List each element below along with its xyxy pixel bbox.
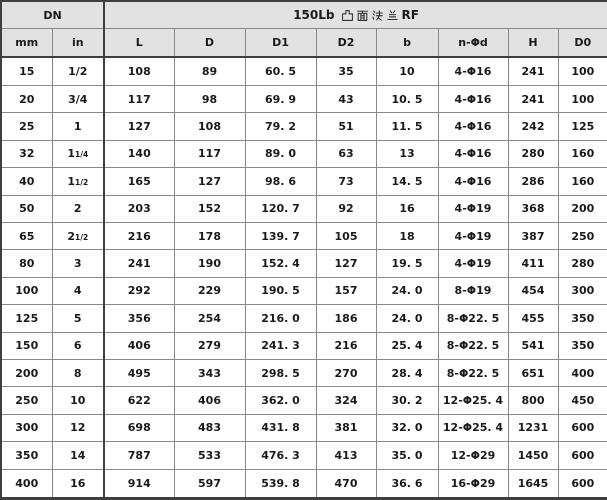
inch-fraction: 1/2 [74,177,89,187]
dimension-value: 36. 6 [376,469,438,498]
dn-mm-value: 32 [1,140,52,167]
dn-mm-value: 80 [1,250,52,277]
dn-header-cell: DN [1,1,104,29]
dn-in-value: 5 [52,305,104,332]
table-row [1,85,607,112]
dimension-value: 89 [174,57,245,85]
dimension-value: 4-Φ16 [438,168,508,195]
table-row [1,305,607,332]
dimension-value: 4-Φ16 [438,140,508,167]
dimension-value: 4-Φ19 [438,250,508,277]
table-row [1,277,607,304]
dimension-value: 387 [508,222,558,249]
dimension-value: 100 [558,57,607,85]
dimension-value: 24. 0 [376,277,438,304]
dimension-value: 100 [558,85,607,112]
inch-fraction: 1/2 [74,232,89,242]
dimension-value: 431. 8 [245,414,316,441]
dimension-value: 12-Φ25. 4 [438,387,508,414]
dimension-value: 160 [558,168,607,195]
col-header-D2: D2 [316,29,376,58]
dimension-value: 600 [558,469,607,498]
dimension-value: 152 [174,195,245,222]
inch-whole: 1 [67,174,75,188]
dimension-value: 165 [104,168,174,195]
dn-in-value: 6 [52,332,104,359]
table-row [1,57,607,85]
table-row [1,222,607,249]
dn-in-value: 8 [52,359,104,386]
inch-whole: 1 [67,147,75,161]
dimension-value: 10 [376,57,438,85]
dimension-value: 28. 4 [376,359,438,386]
table-row [1,168,607,195]
dimension-value: 186 [316,305,376,332]
dimension-value: 651 [508,359,558,386]
table-row [1,387,607,414]
dimension-value: 242 [508,113,558,140]
dimension-value: 350 [558,332,607,359]
dimension-value: 597 [174,469,245,498]
dimension-value: 254 [174,305,245,332]
dn-mm-value: 15 [1,57,52,85]
col-header-mm: mm [1,29,52,58]
dimension-value: 160 [558,140,607,167]
dimension-value: 30. 2 [376,387,438,414]
dimension-value: 4-Φ16 [438,57,508,85]
dn-in-value: 3 [52,250,104,277]
dimension-value: 350 [558,305,607,332]
dimension-value: 73 [316,168,376,195]
dimension-value: 19. 5 [376,250,438,277]
dimension-value: 12-Φ29 [438,442,508,469]
dn-mm-value: 25 [1,113,52,140]
table-row [1,113,607,140]
dn-mm-value: 50 [1,195,52,222]
dimension-value: 63 [316,140,376,167]
dimension-value: 241. 3 [245,332,316,359]
dimension-value: 356 [104,305,174,332]
col-header-D1: D1 [245,29,316,58]
dimension-value: 127 [104,113,174,140]
dimension-value: 127 [174,168,245,195]
dimension-value: 229 [174,277,245,304]
dimension-value: 24. 0 [376,305,438,332]
dimension-value: 13 [376,140,438,167]
dn-in-value: 4 [52,277,104,304]
dimension-value: 200 [558,195,607,222]
dimension-value: 60. 5 [245,57,316,85]
table-row [1,469,607,498]
dimension-value: 127 [316,250,376,277]
dimension-value: 25. 4 [376,332,438,359]
dimension-value: 622 [104,387,174,414]
dimension-value: 1231 [508,414,558,441]
col-header-D0: D0 [558,29,607,58]
dn-in-value: 1 [52,113,104,140]
dimension-value: 280 [508,140,558,167]
dn-in-value: 12 [52,414,104,441]
dimension-value: 190. 5 [245,277,316,304]
dimension-value: 105 [316,222,376,249]
dn-mm-value: 65 [1,222,52,249]
dimension-value: 12-Φ25. 4 [438,414,508,441]
col-header-L: L [104,29,174,58]
dimension-value: 89. 0 [245,140,316,167]
dn-mm-value: 400 [1,469,52,498]
dimension-value: 914 [104,469,174,498]
dimension-value: 216. 0 [245,305,316,332]
dn-in-value: 1/2 [52,57,104,85]
table-body [1,57,607,499]
dimension-value: 600 [558,414,607,441]
dimension-value: 292 [104,277,174,304]
dimension-value: 600 [558,442,607,469]
header-row-columns [1,29,607,58]
dimension-value: 178 [174,222,245,249]
dimension-value: 4-Φ19 [438,195,508,222]
dimension-value: 454 [508,277,558,304]
dimension-value: 10. 5 [376,85,438,112]
table-row [1,250,607,277]
dimension-value: 117 [174,140,245,167]
dimension-value: 381 [316,414,376,441]
dimension-value: 1645 [508,469,558,498]
col-header-b: b [376,29,438,58]
header-row-title [1,1,607,29]
dimension-value: 120. 7 [245,195,316,222]
dimension-value: 1450 [508,442,558,469]
dn-in-value: 3/4 [52,85,104,112]
dimension-value: 300 [558,277,607,304]
inch-fraction: 1/4 [74,150,89,160]
dimension-value: 108 [104,57,174,85]
dimension-value: 298. 5 [245,359,316,386]
cjk-char-lan-icon [386,9,399,22]
dimension-value: 216 [104,222,174,249]
dimension-value: 476. 3 [245,442,316,469]
dimension-value: 250 [558,222,607,249]
table-row [1,414,607,441]
dn-mm-value: 40 [1,168,52,195]
col-header-in: in [52,29,104,58]
dimension-value: 411 [508,250,558,277]
dimension-value: 286 [508,168,558,195]
dimension-value: 400 [558,359,607,386]
dimension-value: 4-Φ16 [438,113,508,140]
dimension-value: 125 [558,113,607,140]
cjk-char-tu-icon [341,9,354,22]
dn-mm-value: 350 [1,442,52,469]
dn-in-value: 14 [52,442,104,469]
spec-face-type-label: RF [401,8,419,22]
dn-mm-value: 200 [1,359,52,386]
dimension-value: 16-Φ29 [438,469,508,498]
dimension-value: 98. 6 [245,168,316,195]
dimension-value: 140 [104,140,174,167]
dn-in-value [52,140,104,167]
dimension-value: 14. 5 [376,168,438,195]
dn-mm-value: 300 [1,414,52,441]
dn-mm-value: 20 [1,85,52,112]
dimension-value: 203 [104,195,174,222]
inch-whole: 2 [67,229,75,243]
dimension-value: 108 [174,113,245,140]
dimension-value: 495 [104,359,174,386]
col-header-H: H [508,29,558,58]
dimension-value: 216 [316,332,376,359]
cjk-char-fa-icon [371,9,384,22]
dn-mm-value: 125 [1,305,52,332]
dimension-value: 455 [508,305,558,332]
dimension-value: 35 [316,57,376,85]
dimension-value: 92 [316,195,376,222]
col-header-D: D [174,29,245,58]
dimension-value: 541 [508,332,558,359]
dimension-value: 18 [376,222,438,249]
dimension-value: 698 [104,414,174,441]
dn-in-value: 16 [52,469,104,498]
dimension-value: 280 [558,250,607,277]
cjk-char-mian-icon [356,9,369,22]
dimension-value: 4-Φ19 [438,222,508,249]
dimension-value: 139. 7 [245,222,316,249]
dn-mm-value: 250 [1,387,52,414]
dimension-value: 800 [508,387,558,414]
spec-title [293,8,419,22]
dimension-value: 470 [316,469,376,498]
dimension-value: 16 [376,195,438,222]
dn-in-value [52,222,104,249]
dimension-value: 35. 0 [376,442,438,469]
dimension-value: 157 [316,277,376,304]
dimension-value: 483 [174,414,245,441]
dimension-value: 413 [316,442,376,469]
dn-in-value: 10 [52,387,104,414]
dimension-value: 241 [508,57,558,85]
dimension-value: 241 [104,250,174,277]
dimension-value: 11. 5 [376,113,438,140]
spec-pressure-class-label: 150Lb [293,8,335,22]
col-header-n-phi-d: n-Φd [438,29,508,58]
dimension-value: 362. 0 [245,387,316,414]
dimension-value: 343 [174,359,245,386]
dimension-value: 406 [174,387,245,414]
dimension-value: 368 [508,195,558,222]
dimension-value: 8-Φ22. 5 [438,305,508,332]
dimension-value: 8-Φ22. 5 [438,359,508,386]
dimension-value: 241 [508,85,558,112]
dn-mm-value: 150 [1,332,52,359]
dn-in-value: 2 [52,195,104,222]
dimension-value: 8-Φ22. 5 [438,332,508,359]
dimension-value: 51 [316,113,376,140]
dimension-value: 98 [174,85,245,112]
spec-header-cell [104,1,607,29]
dimension-value: 324 [316,387,376,414]
dimension-value: 787 [104,442,174,469]
table-row [1,359,607,386]
dimension-value: 8-Φ19 [438,277,508,304]
dimension-value: 152. 4 [245,250,316,277]
dn-in-value [52,168,104,195]
dimension-value: 79. 2 [245,113,316,140]
dimension-value: 69. 9 [245,85,316,112]
dimension-value: 450 [558,387,607,414]
table-row [1,332,607,359]
dimension-value: 117 [104,85,174,112]
dimension-value: 190 [174,250,245,277]
dimension-value: 533 [174,442,245,469]
table-row [1,140,607,167]
table-row [1,442,607,469]
dimension-value: 43 [316,85,376,112]
dimension-value: 279 [174,332,245,359]
table-row [1,195,607,222]
dimension-value: 4-Φ16 [438,85,508,112]
dimension-value: 32. 0 [376,414,438,441]
dimension-value: 406 [104,332,174,359]
dimension-value: 539. 8 [245,469,316,498]
dimension-value: 270 [316,359,376,386]
dn-mm-value: 100 [1,277,52,304]
